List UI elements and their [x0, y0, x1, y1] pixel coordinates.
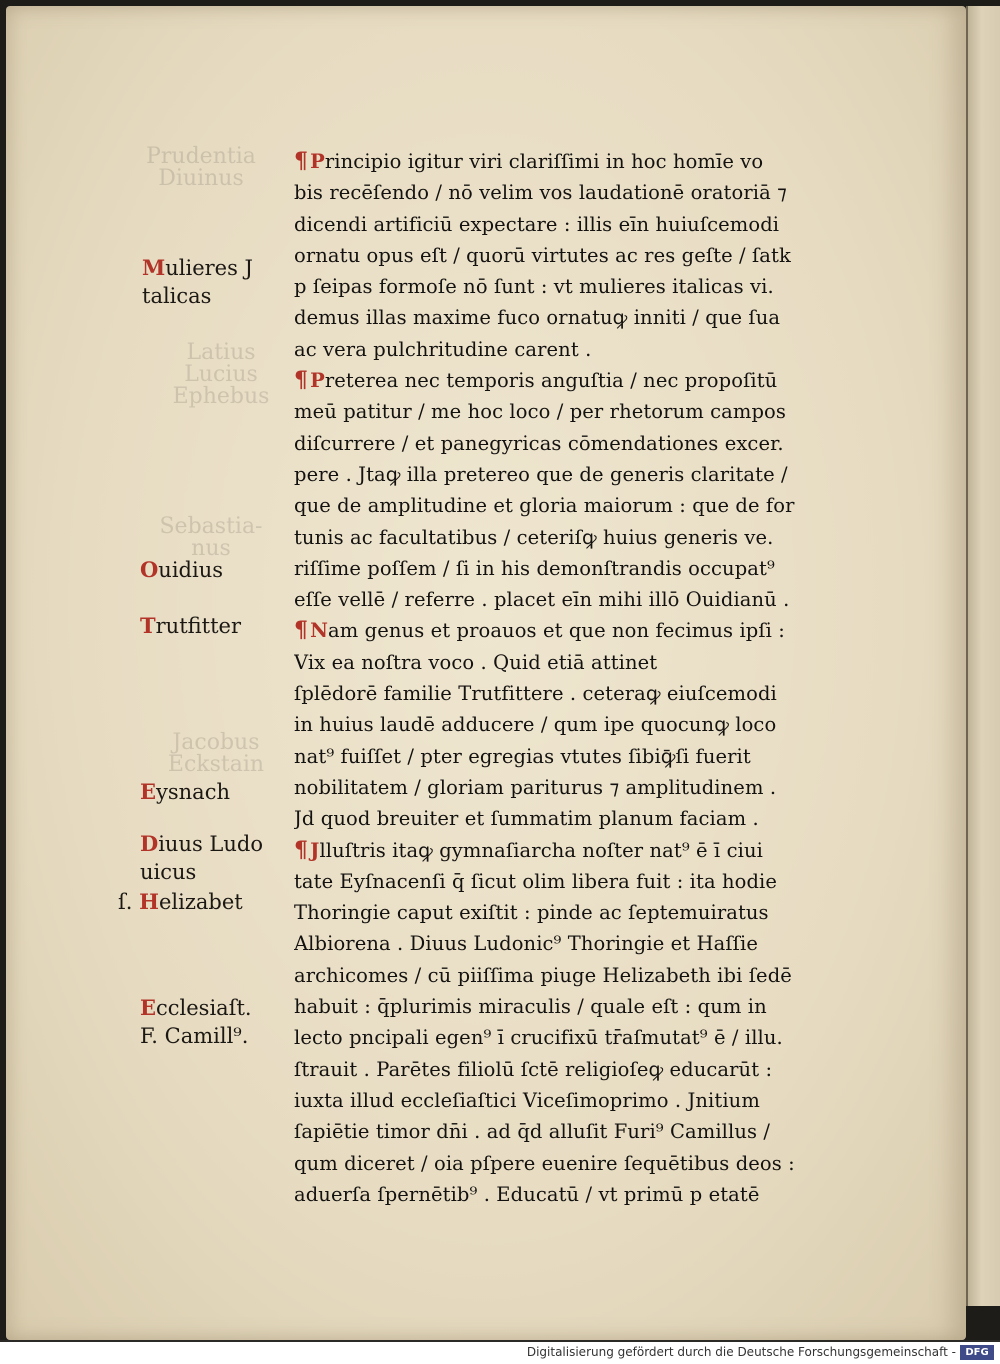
text-line	[294, 928, 814, 959]
margin-note-text: F. Camill⁹.	[140, 1024, 249, 1048]
text-line-content: tate Eyſnacenſi q̄ ſicut olim libera fuit : ita hodie	[294, 869, 778, 893]
rubric-initial: N	[310, 619, 329, 643]
paragraph-mark-icon: ¶	[294, 148, 309, 174]
text-line-content: Thoringie caput exiſtit : pinde ac ſeptemuiratus	[294, 901, 769, 925]
text-line	[294, 1116, 814, 1147]
margin-note-helizabet	[118, 888, 243, 916]
margin-note-ouidius	[140, 556, 223, 584]
text-line-content: in huius laudē adducere / qum ipe quocunꝙ loco	[294, 713, 777, 737]
margin-note-text: elizabet	[158, 890, 243, 914]
text-line	[294, 553, 814, 584]
text-line	[294, 396, 814, 427]
text-line	[294, 1148, 814, 1179]
text-line-content: eſſe vellē / referre . placet eīn mihi illō Ouidianū .	[294, 588, 790, 612]
text-line	[294, 177, 814, 208]
margin-note-ecclesiast	[140, 994, 252, 1050]
ghost-note: Sebastia- nus	[159, 514, 263, 561]
text-line	[294, 866, 814, 897]
funding-credit: Digitalisierung gefördert durch die Deutsche Forschungsgemeinschaft -	[526, 1345, 956, 1359]
text-line	[294, 490, 814, 521]
text-line-content: demus illas maxime fuco ornatuꝙ inniti / que ſua	[294, 306, 781, 330]
text-line	[294, 709, 814, 740]
text-line-content: nobilitatem / gloriam pariturus ⁊ amplitudinem .	[294, 775, 777, 799]
text-line	[294, 803, 814, 834]
text-line-content: bis recēſendo / nō velim vos laudationē oratoriā ⁊	[294, 181, 787, 205]
text-line	[294, 991, 814, 1022]
text-line	[294, 772, 814, 803]
text-line-content: ornatu opus eſt / quorū virtutes ac res geſte / ſatk	[294, 243, 791, 267]
text-line-content: rincipio igitur viri clariſſimi in hoc homīe vo	[324, 150, 764, 173]
text-line	[294, 302, 814, 333]
text-line-content: qum diceret / oia pſpere euenire ſequētibus deos :	[294, 1151, 795, 1175]
text-line-content: am genus et proauos et que non fecimus ipſi :	[328, 619, 785, 643]
rubric-initial: T	[140, 613, 156, 638]
main-text-block	[294, 146, 814, 1210]
text-line-content: Vix ea noſtra voco . Quid etiā attinet	[294, 650, 658, 674]
book-page	[6, 6, 966, 1340]
ghost-note: Prudentia Diuinus	[146, 144, 256, 191]
rubric-initial: P	[310, 369, 325, 393]
text-line	[294, 240, 814, 271]
text-line-content: ſtrauit . Parētes filiolū ſctē religioſeꝙ educarūt :	[294, 1057, 773, 1081]
paragraph-mark-icon: ¶	[294, 836, 309, 863]
text-line-content: p ſeipas formoſe nō ſunt : vt mulieres italicas vi.	[294, 275, 774, 299]
text-line	[294, 897, 814, 928]
text-line-content: pere . Jtaꝙ illa pretereo que de generis claritate /	[294, 462, 788, 486]
text-line-content: tunis ac facultatibus / ceteriſꝙ huius generis ve.	[294, 525, 774, 549]
text-line	[294, 334, 814, 365]
rubric-initial: H	[139, 889, 159, 914]
text-line	[294, 1179, 814, 1210]
text-line-content: dicendi artificiū expectare : illis eīn huiuſcemodi	[294, 212, 780, 236]
text-line	[294, 647, 814, 678]
rubric-initial: P	[310, 150, 325, 173]
text-line-content: ſapiētie timor dn̄i . ad q̄d alluſit Furi⁹ Camillus /	[294, 1120, 771, 1144]
margin-note-text: talicas	[142, 284, 212, 308]
rubric-initial: D	[140, 831, 159, 856]
margin-note-text: ſ.	[118, 890, 140, 914]
text-line-content: archicomes / cū piiſſima piuge Helizabeth ibi ſedē	[294, 963, 792, 987]
text-line-content: meū patitur / me hoc loco / per rhetorum campos	[294, 400, 786, 424]
text-line-content: ſplēdorē familie Trutfittere . ceteraꝙ eiuſcemodi	[294, 682, 777, 706]
text-line	[294, 1054, 814, 1085]
text-line-content: Albiorena . Diuus Ludonic⁹ Thoringie et Haſſie	[294, 932, 758, 956]
text-line-content: aduerſa ſpernētib⁹ . Educatū / vt primū p etatē	[294, 1182, 760, 1206]
paragraph-mark-icon: ¶	[294, 367, 309, 394]
text-line	[294, 1085, 814, 1116]
text-line	[294, 428, 814, 459]
text-line	[294, 365, 814, 396]
footer-bar	[0, 1342, 1000, 1364]
ghost-note: Jacobus Eckstain	[167, 730, 265, 777]
rubric-initial: E	[140, 995, 157, 1020]
dfg-logo: DFG	[960, 1345, 994, 1360]
text-line-content: ac vera pulchritudine carent .	[294, 337, 592, 361]
text-line-content: iuxta illud eccleſiaſtici Viceſimoprimo . Jnitium	[294, 1088, 760, 1112]
facing-page-edge	[966, 6, 1000, 1306]
rubric-initial: E	[140, 779, 157, 804]
margin-note-text: iuus Ludo	[158, 832, 263, 856]
text-line-content: lluſtris itaꝙ gymnaſiarcha noſter nat⁹ ē ī ciui	[319, 838, 763, 862]
margin-note-mulieres	[142, 254, 253, 310]
margin-note-text: uicus	[140, 860, 197, 884]
text-line	[294, 615, 814, 646]
margin-note-trutfitter	[140, 612, 241, 640]
rubric-initial: J	[310, 838, 320, 862]
text-line-content: lecto pncipali egen⁹ ī crucifixū tr̄aſmutat⁹ ē / illu.	[294, 1026, 783, 1050]
rubric-initial: O	[140, 557, 159, 582]
margin-note-text: uidius	[158, 558, 223, 582]
text-line-content: nat⁹ fuiſſet / pter egregias vtutes ſibiꝙ̄ſi fuerit	[294, 744, 751, 768]
margin-note-text: rutfitter	[155, 614, 241, 638]
margin-note-text: cclesiaſt.	[156, 996, 252, 1020]
margin-note-eysnach	[140, 778, 230, 806]
text-line	[294, 835, 814, 866]
text-line-content: habuit : q̄plurimis miraculis / quale eſt : qum in	[294, 995, 767, 1019]
text-line	[294, 741, 814, 772]
margin-note-text: ulieres J	[165, 256, 253, 280]
text-line-content: reterea nec temporis anguſtia / nec propoſitū	[324, 369, 778, 393]
ghost-note: Latius Lucius Ephebus	[172, 340, 270, 409]
text-line	[294, 1022, 814, 1053]
text-line	[294, 584, 814, 615]
paragraph-mark-icon: ¶	[294, 617, 309, 644]
text-line-content: Jd quod breuiter et ſummatim planum faciam .	[294, 807, 759, 831]
text-line	[294, 271, 814, 302]
text-line	[294, 960, 814, 991]
margin-note-divus	[140, 830, 263, 886]
text-line	[294, 146, 814, 177]
text-line-content: riſſime poſſem / ſi in his demonſtrandis occupat⁹	[294, 556, 775, 580]
text-line	[294, 678, 814, 709]
text-line-content: diſcurrere / et panegyricas cōmendationes excer.	[294, 431, 784, 455]
margin-note-text: ysnach	[156, 780, 230, 804]
text-line	[294, 209, 814, 240]
rubric-initial: M	[142, 255, 166, 280]
text-line-content: que de amplitudine et gloria maiorum : que de for	[294, 494, 795, 518]
text-line	[294, 459, 814, 490]
text-line	[294, 522, 814, 553]
